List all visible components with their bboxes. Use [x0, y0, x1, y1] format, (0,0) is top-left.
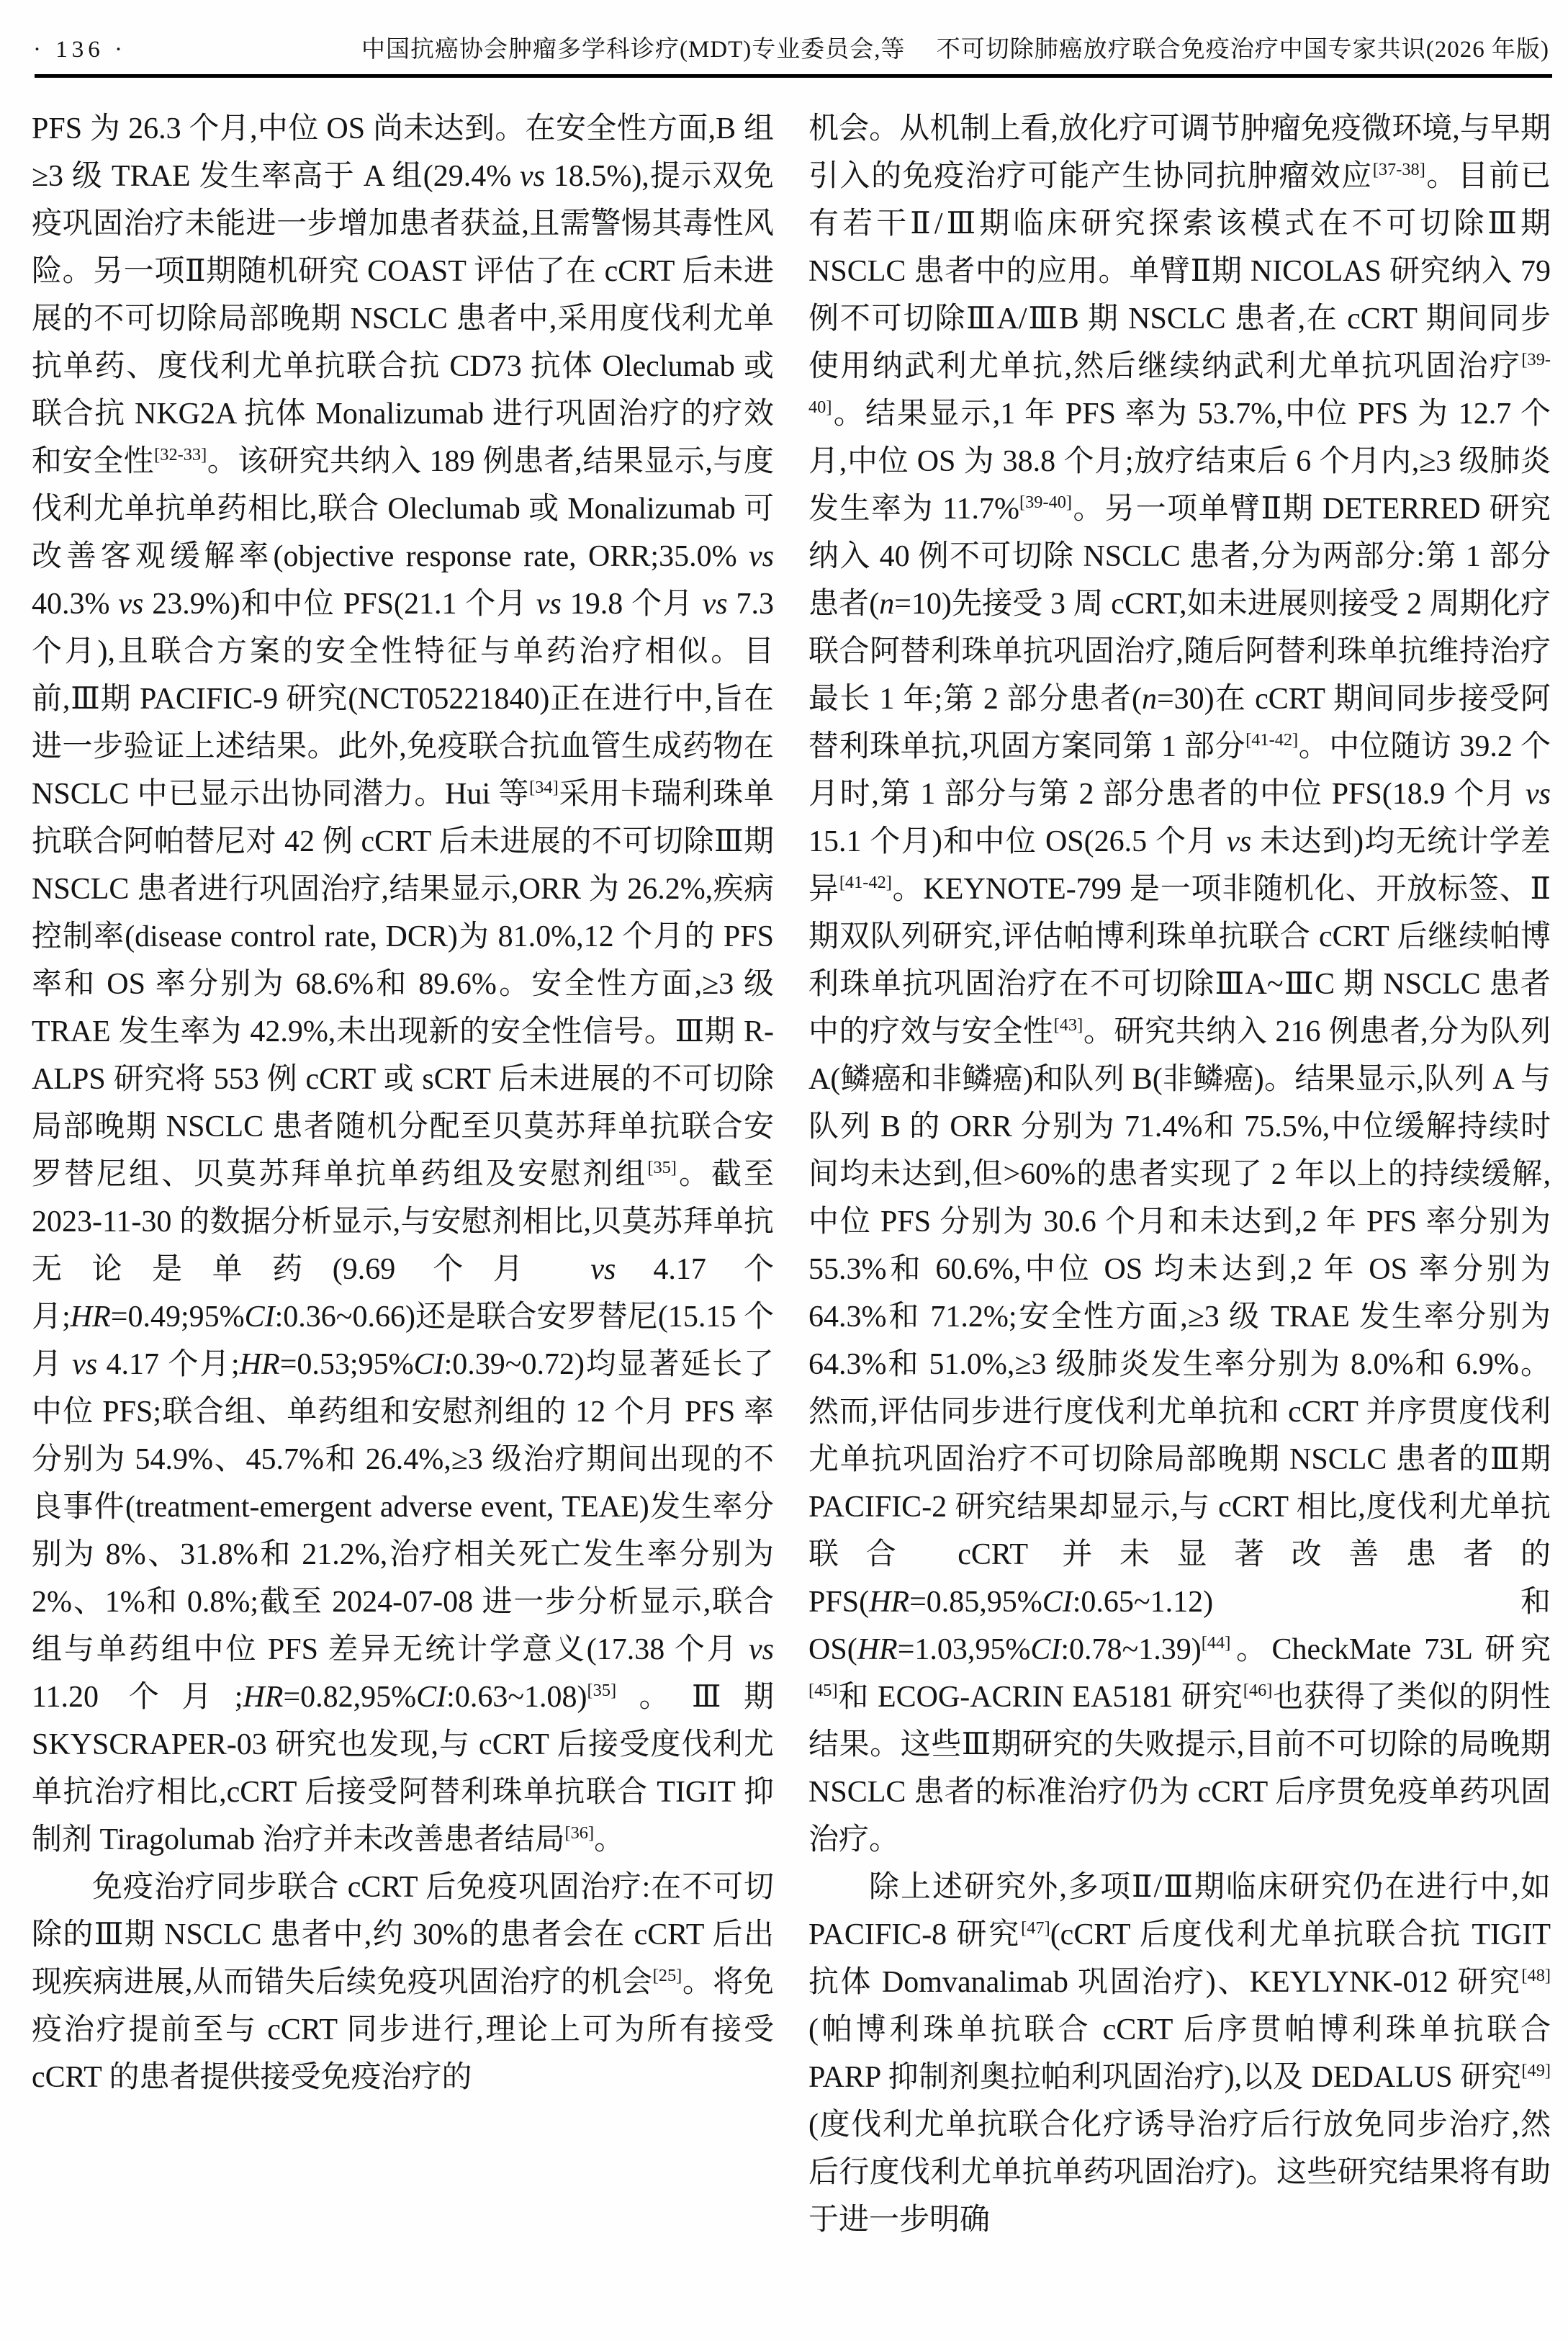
- body-paragraph: 免疫治疗同步联合 cCRT 后免疫巩固治疗:在不可切除的Ⅲ期 NSCLC 患者中,约 30%的患者会在 cCRT 后出现疾病进展,从而错失后续免疫巩固治疗的机会[25]。将免疫治疗提前至与 cCRT 同步进行,理论上可为所有接受 cCRT 的患者提供接受免疫治疗的: [32, 1871, 774, 2094]
- page-number: · 136 ·: [33, 37, 127, 63]
- header-rule: [35, 74, 1552, 78]
- left-column: [32, 105, 774, 2244]
- running-title-authors: 中国抗癌协会肿瘤多学科诊疗(MDT)专业委员会,等: [361, 37, 906, 63]
- article-body: [32, 105, 1551, 2244]
- running-header: [33, 30, 1549, 64]
- body-paragraph: 除上述研究外,多项Ⅱ/Ⅲ期临床研究仍在进行中,如 PACIFIC-8 研究[47](cCRT 后度伐利尤单抗联合抗 TIGIT 抗体 Domvanalimab 巩固治疗)、KEYLYNK-012 研究[48](帕博利珠单抗联合 cCRT 后序贯帕博利珠单抗联合 PARP 抑制剂奥拉帕利巩固治疗),以及 DEDALUS 研究[49](度伐利尤单抗联合化疗诱导治疗后行放免同步治疗,然后行度伐利尤单抗单药巩固治疗)。这些研究结果将有助于进一步明确: [808, 1871, 1551, 2237]
- body-paragraph: 机会。从机制上看,放化疗可调节肿瘤免疫微环境,与早期引入的免疫治疗可能产生协同抗肿瘤效应[37-38]。目前已有若干Ⅱ/Ⅲ期临床研究探索该模式在不可切除Ⅲ期 NSCLC 患者中的应用。单臂Ⅱ期 NICOLAS 研究纳入 79 例不可切除ⅢA/ⅢB 期 NSCLC 患者,在 cCRT 期间同步使用纳武利尤单抗,然后继续纳武利尤单抗巩固治疗[39-40]。结果显示,1 年 PFS 率为 53.7%,中位 PFS 为 12.7 个月,中位 OS 为 38.8 个月;放疗结束后 6 个月内,≥3 级肺炎发生率为 11.7%[39-40]。另一项单臂Ⅱ期 DETERRED 研究纳入 40 例不可切除 NSCLC 患者,分为两部分:第 1 部分患者(n=10)先接受 3 周 cCRT,如未进展则接受 2 周期化疗联合阿替利珠单抗巩固治疗,随后阿替利珠单抗维持治疗最长 1 年;第 2 部分患者(n=30)在 cCRT 期间同步接受阿替利珠单抗,巩固方案同第 1 部分[41-42]。中位随访 39.2 个月时,第 1 部分与第 2 部分患者的中位 PFS(18.9 个月 vs 15.1 个月)和中位 OS(26.5 个月 vs 未达到)均无统计学差异[41-42]。KEYNOTE-799 是一项非随机化、开放标签、Ⅱ期双队列研究,评估帕博利珠单抗联合 cCRT 后继续帕博利珠单抗巩固治疗在不可切除ⅢA~ⅢC 期 NSCLC 患者中的疗效与安全性[43]。研究共纳入 216 例患者,分为队列 A(鳞癌和非鳞癌)和队列 B(非鳞癌)。结果显示,队列 A 与队列 B 的 ORR 分别为 71.4%和 75.5%,中位缓解持续时间均未达到,但>60%的患者实现了 2 年以上的持续缓解,中位 PFS 分别为 30.6 个月和未达到,2 年 PFS 率分别为 55.3%和 60.6%,中位 OS 均未达到,2 年 OS 率分别为 64.3%和 71.2%;安全性方面,≥3 级 TRAE 发生率分别为 64.3%和 51.0%,≥3 级肺炎发生率分别为 8.0%和 6.9%。然而,评估同步进行度伐利尤单抗和 cCRT 并序贯度伐利尤单抗巩固治疗不可切除局部晚期 NSCLC 患者的Ⅲ期 PACIFIC-2 研究结果却显示,与 cCRT 相比,度伐利尤单抗联合 cCRT 并未显著改善患者的 PFS(HR=0.85,95%CI:0.65~1.12)和 OS(HR=1.03,95%CI:0.78~1.39)[44]。CheckMate 73L 研究[45]和 ECOG-ACRIN EA5181 研究[46]也获得了类似的阴性结果。这些Ⅲ期研究的失败提示,目前不可切除的局晚期 NSCLC 患者的标准治疗仍为 cCRT 后序贯免疫单药巩固治疗。: [808, 112, 1551, 1856]
- running-title-text: 不可切除肺癌放疗联合免疫治疗中国专家共识(2026 年版): [936, 37, 1549, 63]
- right-column: [808, 105, 1551, 2244]
- running-title: [361, 30, 1549, 64]
- body-paragraph: PFS 为 26.3 个月,中位 OS 尚未达到。在安全性方面,B 组≥3 级 TRAE 发生率高于 A 组(29.4% vs 18.5%),提示双免疫巩固治疗未能进一步增加患者获益,且需警惕其毒性风险。另一项Ⅱ期随机研究 COAST 评估了在 cCRT 后未进展的不可切除局部晚期 NSCLC 患者中,采用度伐利尤单抗单药、度伐利尤单抗联合抗 CD73 抗体 Oleclumab 或联合抗 NKG2A 抗体 Monalizumab 进行巩固治疗的疗效和安全性[32-33]。该研究共纳入 189 例患者,结果显示,与度伐利尤单抗单药相比,联合 Oleclumab 或 Monalizumab 可改善客观缓解率(objective response rate, ORR;35.0% vs 40.3% vs 23.9%)和中位 PFS(21.1 个月 vs 19.8 个月 vs 7.3 个月),且联合方案的安全性特征与单药治疗相似。目前,Ⅲ期 PACIFIC-9 研究(NCT05221840)正在进行中,旨在进一步验证上述结果。此外,免疫联合抗血管生成药物在 NSCLC 中已显示出协同潜力。Hui 等[34]采用卡瑞利珠单抗联合阿帕替尼对 42 例 cCRT 后未进展的不可切除Ⅲ期 NSCLC 患者进行巩固治疗,结果显示,ORR 为 26.2%,疾病控制率(disease control rate, DCR)为 81.0%,12 个月的 PFS 率和 OS 率分别为 68.6%和 89.6%。安全性方面,≥3 级 TRAE 发生率为 42.9%,未出现新的安全性信号。Ⅲ期 R-ALPS 研究将 553 例 cCRT 或 sCRT 后未进展的不可切除局部晚期 NSCLC 患者随机分配至贝莫苏拜单抗联合安罗替尼组、贝莫苏拜单抗单药组及安慰剂组[35]。截至 2023-11-30 的数据分析显示,与安慰剂相比,贝莫苏拜单抗无论是单药(9.69 个月 vs 4.17 个月;HR=0.49;95%CI:0.36~0.66)还是联合安罗替尼(15.15 个月 vs 4.17 个月;HR=0.53;95%CI:0.39~0.72)均显著延长了中位 PFS;联合组、单药组和安慰剂组的 12 个月 PFS 率分别为 54.9%、45.7%和 26.4%,≥3 级治疗期间出现的不良事件(treatment-emergent adverse event, TEAE)发生率分别为 8%、31.8%和 21.2%,治疗相关死亡发生率分别为 2%、1%和 0.8%;截至 2024-07-08 进一步分析显示,联合组与单药组中位 PFS 差异无统计学意义(17.38 个月 vs 11.20 个月;HR=0.82,95%CI:0.63~1.08)[35]。Ⅲ期 SKYSCRAPER-03 研究也发现,与 cCRT 后接受度伐利尤单抗治疗相比,cCRT 后接受阿替利珠单抗联合 TIGIT 抑制剂 Tiragolumab 治疗并未改善患者结局[36]。: [32, 112, 774, 1856]
